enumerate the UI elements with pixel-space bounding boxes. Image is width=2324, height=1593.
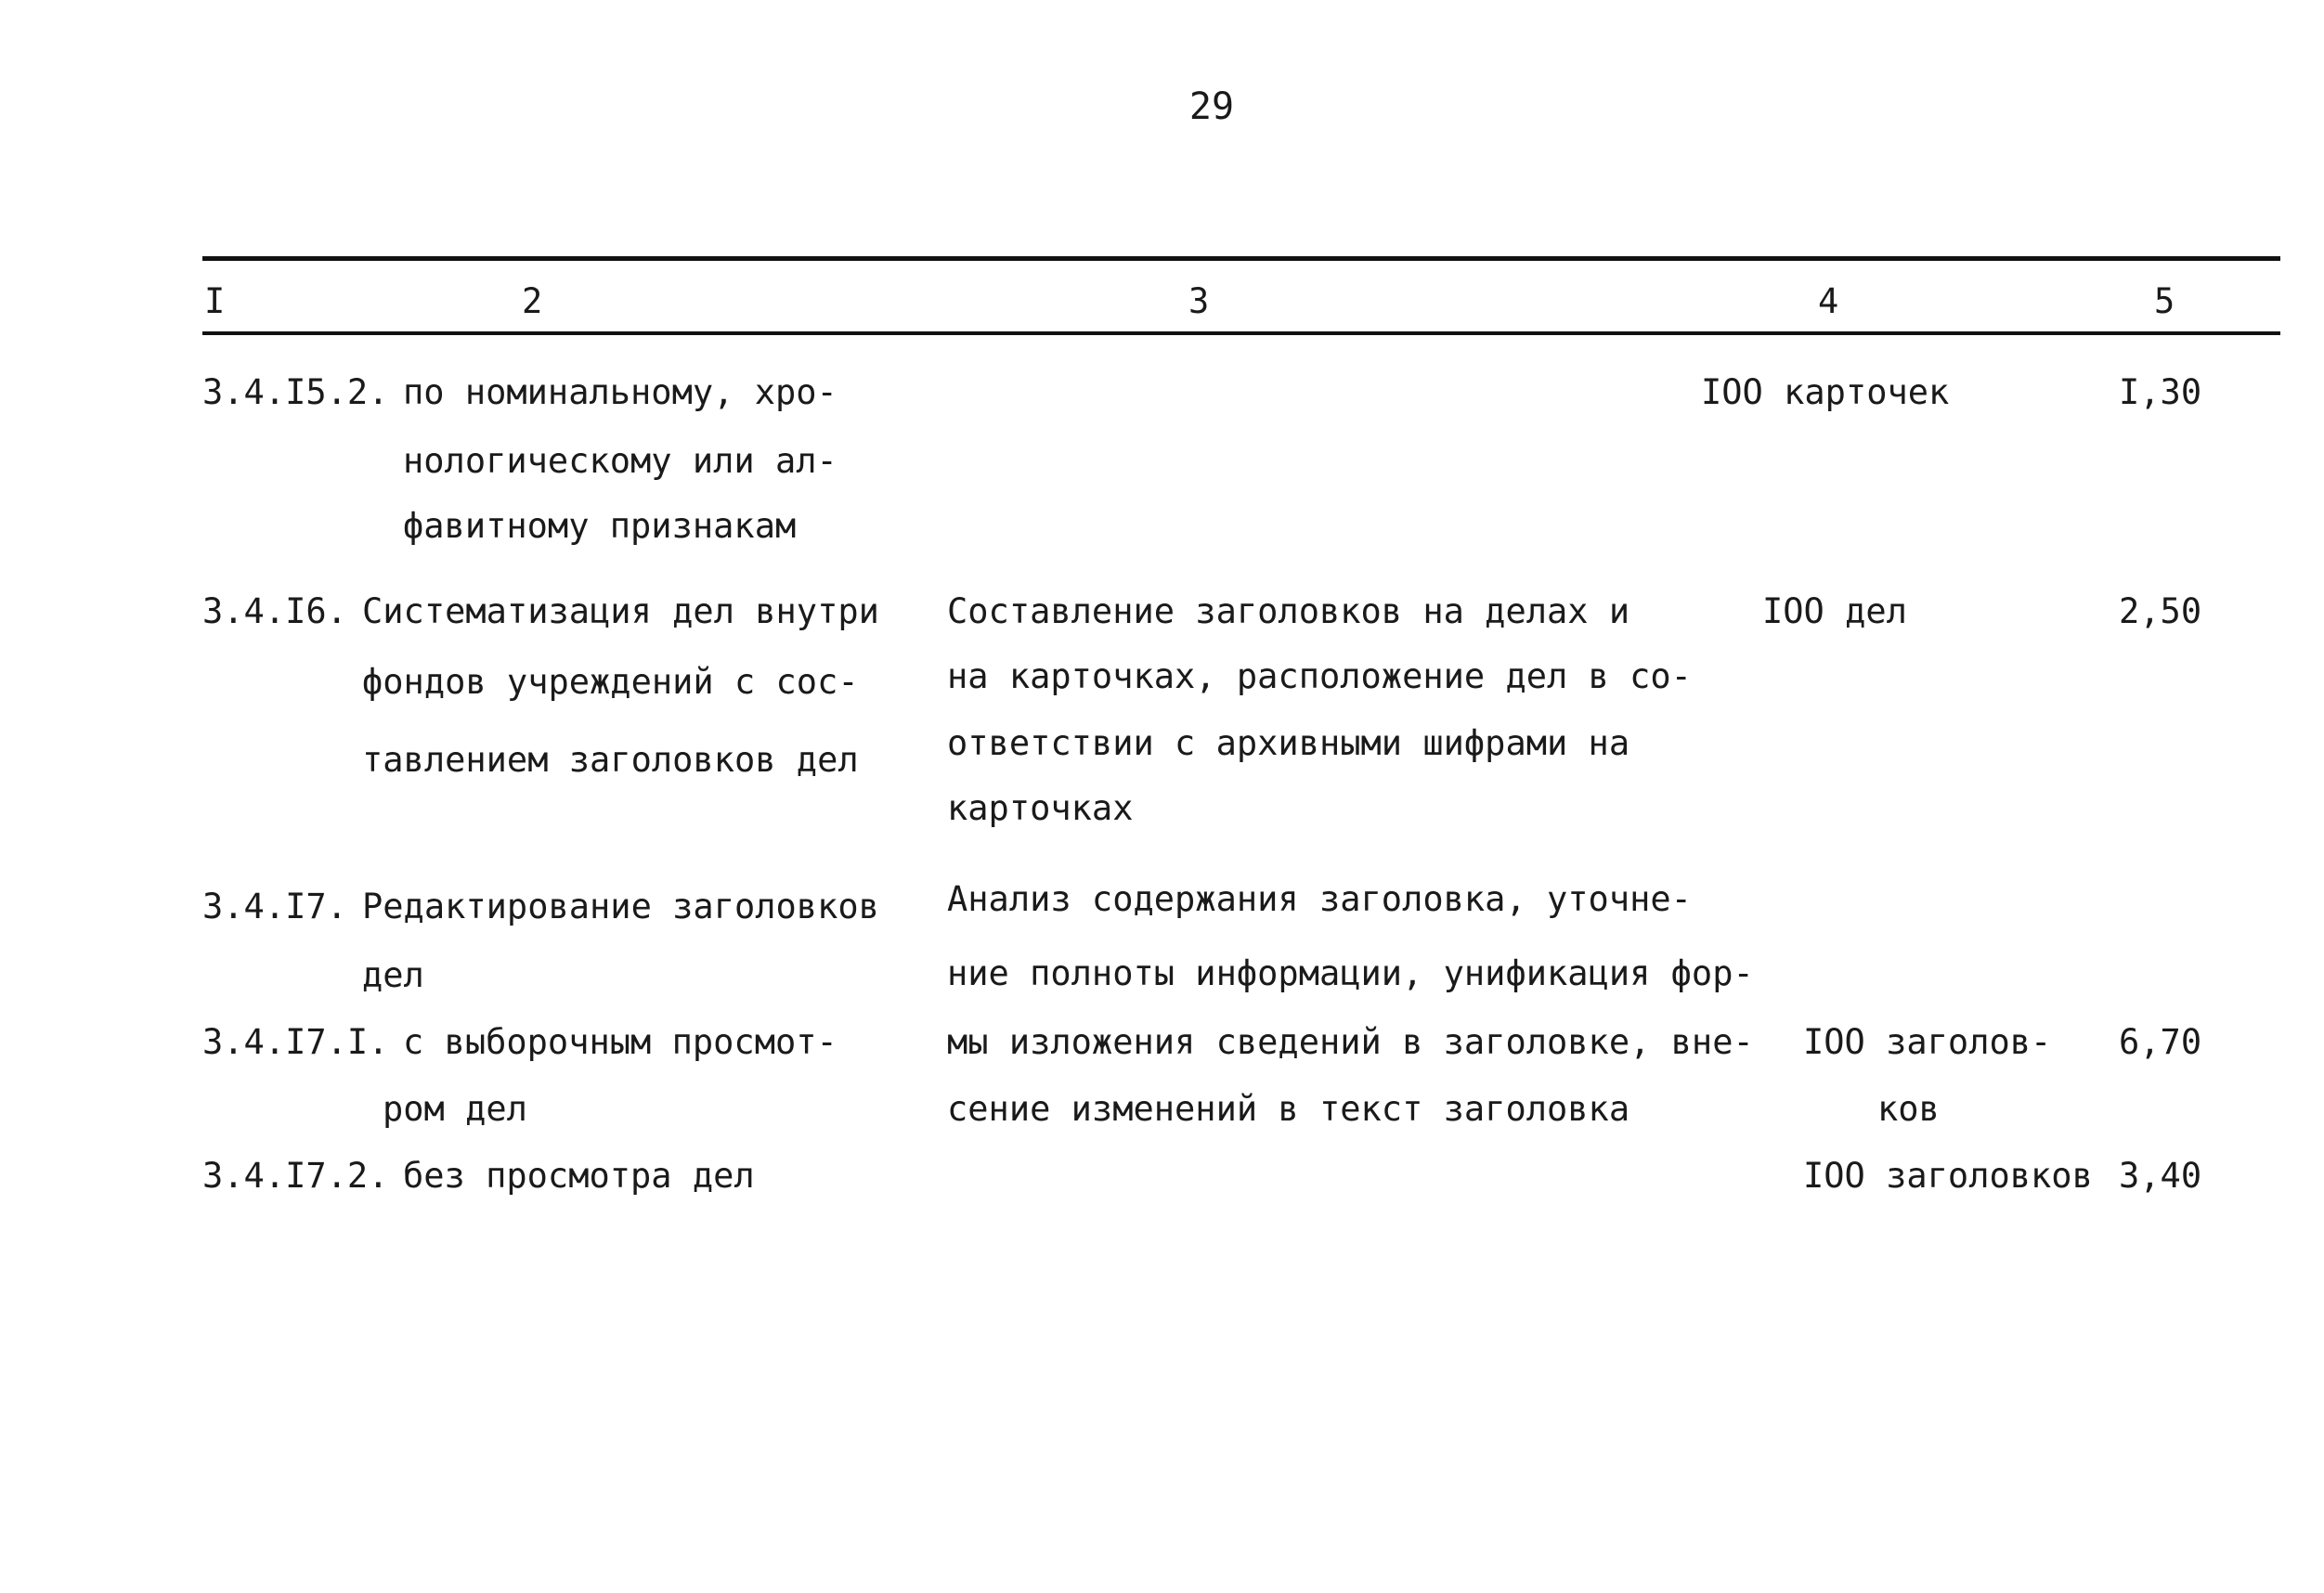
row-code: 3.4.I6. — [202, 591, 347, 631]
row-norm: 2,50 — [2119, 591, 2202, 631]
table-header-rule — [202, 331, 2280, 335]
column-header-3: 3 — [1188, 281, 1210, 321]
row-norm: I,30 — [2119, 372, 2202, 412]
row-unit: IOO дел — [1762, 591, 1907, 631]
row-norm: 3,40 — [2119, 1156, 2202, 1196]
row-title-line: по номинальному, хро- — [403, 372, 837, 412]
row-title-line: фавитному признакам — [403, 506, 797, 546]
row-code: 3.4.I7.I. — [202, 1022, 389, 1062]
row-title-line: фондов учреждений с сос- — [362, 662, 859, 702]
row-title-line: ром дел — [383, 1089, 527, 1129]
row-content-line: Составление заголовков на делах и — [947, 591, 1630, 631]
row-unit: ков — [1877, 1089, 1940, 1129]
table-top-rule — [202, 256, 2280, 261]
row-content-line: сение изменений в текст заголовка — [947, 1089, 1630, 1129]
row-content-line: ответствии с архивными шифрами на — [947, 723, 1630, 763]
column-header-2: 2 — [522, 281, 543, 321]
row-content-line: мы изложения сведений в заголовке, вне- — [947, 1022, 1754, 1062]
row-norm: 6,70 — [2119, 1022, 2202, 1062]
row-content-line: карточках — [947, 788, 1134, 828]
row-title-line: с выборочным просмот- — [403, 1022, 837, 1062]
row-unit: IOO заголовков — [1803, 1156, 2093, 1196]
row-content-line: ние полноты информации, унификация фор- — [947, 953, 1754, 993]
row-unit: IOO карточек — [1701, 372, 1950, 412]
row-content-line: Анализ содержания заголовка, уточне- — [947, 879, 1692, 919]
row-content-line: на карточках, расположение дел в со- — [947, 656, 1692, 696]
row-code: 3.4.I5.2. — [202, 372, 389, 412]
column-header-5: 5 — [2154, 281, 2175, 321]
row-title-line: дел — [362, 955, 424, 995]
column-header-1: I — [204, 281, 226, 321]
row-title-line: Систематизация дел внутри — [362, 591, 879, 631]
row-title-line: без просмотра дел — [403, 1156, 755, 1196]
row-title-line: Редактирование заголовков — [362, 887, 879, 926]
row-code: 3.4.I7.2. — [202, 1156, 389, 1196]
page-number: 29 — [1188, 85, 1235, 128]
row-title-line: тавлением заголовков дел — [362, 740, 859, 780]
column-header-4: 4 — [1818, 281, 1839, 321]
row-unit: IOO заголов- — [1803, 1022, 2052, 1062]
row-code: 3.4.I7. — [202, 887, 347, 926]
row-title-line: нологическому или ал- — [403, 441, 837, 481]
